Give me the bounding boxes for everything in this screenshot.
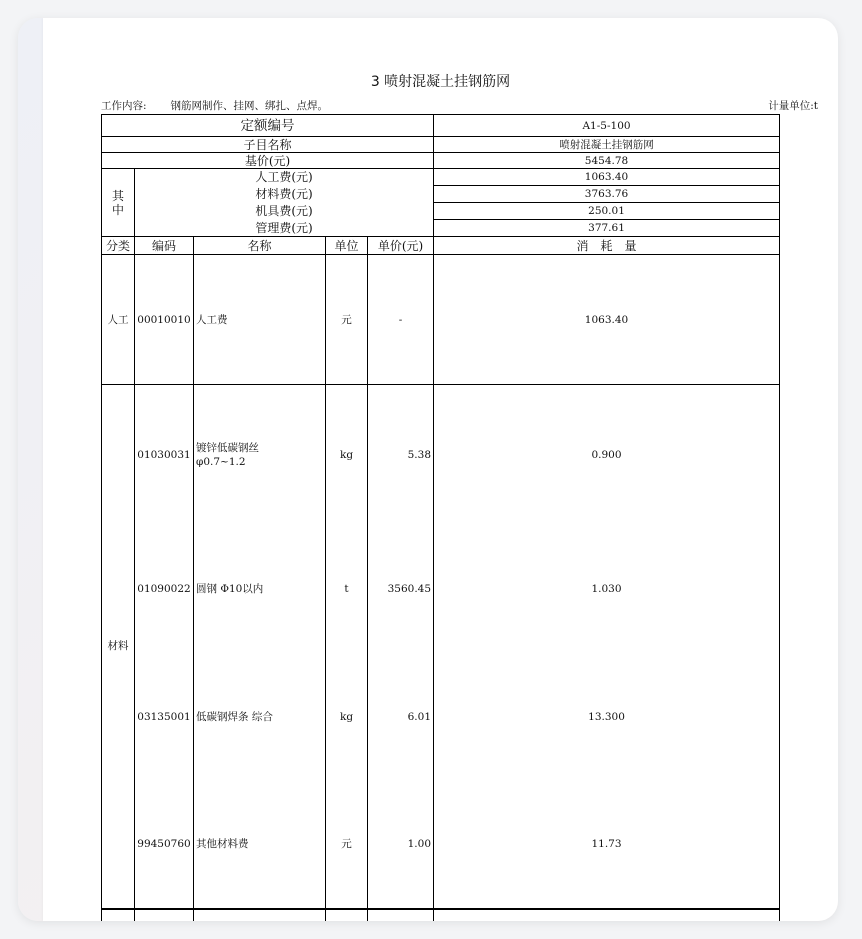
col-unit: 单位 bbox=[326, 237, 368, 255]
machine-fee-row bbox=[102, 203, 780, 220]
table-row bbox=[102, 385, 780, 525]
column-header-row bbox=[102, 237, 780, 255]
base-price-label: 基价(元) bbox=[102, 153, 434, 169]
quota-number-label: 定额编号 bbox=[102, 115, 434, 137]
among-label-char-1: 其 bbox=[111, 188, 124, 203]
labor-fee-label: 人工费(元) bbox=[135, 169, 434, 186]
continuation-cell bbox=[135, 909, 194, 922]
quota-number-row bbox=[102, 115, 780, 137]
col-code: 编码 bbox=[135, 237, 194, 255]
table-row bbox=[102, 653, 780, 781]
labor-code: 00010010 bbox=[135, 255, 194, 385]
base-price-row bbox=[102, 153, 780, 169]
material-consumption: 1.030 bbox=[434, 525, 780, 653]
continuation-cell bbox=[326, 909, 368, 922]
labor-fee-value: 1063.40 bbox=[434, 169, 780, 186]
col-category: 分类 bbox=[102, 237, 135, 255]
material-unit: 元 bbox=[326, 781, 368, 909]
material-fee-row bbox=[102, 186, 780, 203]
work-content-label: 工作内容: bbox=[101, 100, 147, 112]
col-name: 名称 bbox=[194, 237, 326, 255]
material-name-line-1: 镀锌低碳钢丝 bbox=[196, 441, 259, 454]
continuation-cell bbox=[368, 909, 434, 922]
labor-unit: 元 bbox=[326, 255, 368, 385]
labor-unit-price: - bbox=[368, 255, 434, 385]
material-unit: kg bbox=[326, 385, 368, 525]
item-name-value: 喷射混凝土挂钢筋网 bbox=[434, 137, 780, 153]
table-row bbox=[102, 781, 780, 909]
material-code: 99450760 bbox=[135, 781, 194, 909]
table-row-continuation bbox=[102, 909, 780, 922]
col-unit-price: 单价(元) bbox=[368, 237, 434, 255]
material-code: 01090022 bbox=[135, 525, 194, 653]
col-consumption: 消 耗 量 bbox=[434, 237, 780, 255]
material-unit-price: 6.01 bbox=[368, 653, 434, 781]
material-name: 圆钢 Φ10以内 bbox=[194, 525, 326, 653]
material-category: 材料 bbox=[102, 385, 135, 909]
work-content-text: 钢筋网制作、挂网、绑扎、点焊。 bbox=[170, 100, 329, 112]
material-consumption: 11.73 bbox=[434, 781, 780, 909]
material-code: 01030031 bbox=[135, 385, 194, 525]
material-name-line-2: φ0.7~1.2 bbox=[196, 455, 246, 468]
document-title: 3 喷射混凝土挂钢筋网 bbox=[370, 74, 511, 90]
material-consumption: 13.300 bbox=[434, 653, 780, 781]
quota-table bbox=[101, 114, 780, 921]
work-content-line bbox=[101, 98, 328, 113]
page-frame bbox=[18, 18, 838, 921]
material-unit-price: 5.38 bbox=[368, 385, 434, 525]
item-name-label: 子目名称 bbox=[102, 137, 434, 153]
material-code: 03135001 bbox=[135, 653, 194, 781]
material-name: 其他材料费 bbox=[194, 781, 326, 909]
quota-number-value: A1-5-100 bbox=[434, 115, 780, 137]
among-label bbox=[102, 169, 135, 237]
material-name bbox=[194, 385, 326, 525]
item-name-row bbox=[102, 137, 780, 153]
material-unit: kg bbox=[326, 653, 368, 781]
material-unit-price: 1.00 bbox=[368, 781, 434, 909]
base-price-value: 5454.78 bbox=[434, 153, 780, 169]
material-name: 低碳钢焊条 综合 bbox=[194, 653, 326, 781]
material-fee-value: 3763.76 bbox=[434, 186, 780, 203]
material-unit: t bbox=[326, 525, 368, 653]
table-row bbox=[102, 525, 780, 653]
material-unit-price: 3560.45 bbox=[368, 525, 434, 653]
machine-fee-value: 250.01 bbox=[434, 203, 780, 220]
material-consumption: 0.900 bbox=[434, 385, 780, 525]
machine-fee-label: 机具费(元) bbox=[135, 203, 434, 220]
material-fee-label: 材料费(元) bbox=[135, 186, 434, 203]
labor-category: 人工 bbox=[102, 255, 135, 385]
labor-consumption: 1063.40 bbox=[434, 255, 780, 385]
labor-fee-row bbox=[102, 169, 780, 186]
table-row-labor bbox=[102, 255, 780, 385]
document-page bbox=[43, 18, 838, 921]
unit-of-measure: 计量单位:t bbox=[768, 100, 818, 112]
continuation-cell bbox=[102, 909, 135, 922]
management-fee-value: 377.61 bbox=[434, 220, 780, 237]
continuation-cell bbox=[434, 909, 780, 922]
management-fee-label: 管理费(元) bbox=[135, 220, 434, 237]
labor-name: 人工费 bbox=[194, 255, 326, 385]
continuation-cell bbox=[194, 909, 326, 922]
among-label-char-2: 中 bbox=[111, 202, 124, 217]
management-fee-row bbox=[102, 220, 780, 237]
